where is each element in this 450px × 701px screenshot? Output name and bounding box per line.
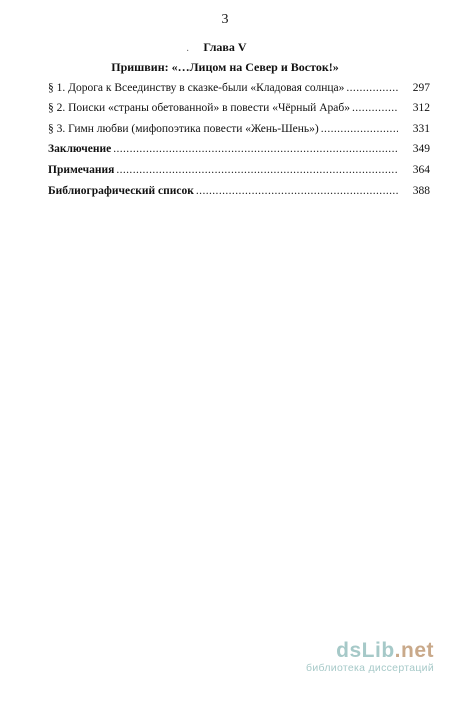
toc-entry-text: Библиографический список bbox=[48, 185, 194, 197]
toc-entry-section-3 bbox=[48, 122, 400, 136]
toc-entry-text: § 1. Дорога к Всеединству в сказке-были «Кладовая солнца» bbox=[48, 82, 345, 94]
toc-page-number: 331 bbox=[412, 123, 430, 135]
page-number: 3 bbox=[221, 12, 229, 27]
toc-page-number: 297 bbox=[412, 82, 430, 94]
toc-entry-text: Заключение bbox=[48, 143, 112, 155]
toc-entry-section-2 bbox=[48, 101, 400, 115]
toc-leader-dots bbox=[116, 163, 398, 177]
toc-entry-section-1 bbox=[48, 81, 400, 95]
site-watermark bbox=[306, 640, 434, 675]
chapter-subtitle: Пришвин: «…Лицом на Север и Восток!» bbox=[111, 60, 339, 74]
toc-entry-text: § 3. Гимн любви (мифопоэтика повести «Жень-Шень») bbox=[48, 123, 319, 135]
watermark-logo-main: dsLib bbox=[336, 639, 395, 662]
toc-entry-notes bbox=[48, 163, 400, 177]
toc-page-number: 349 bbox=[412, 143, 430, 155]
watermark-caption: библиотека диссертаций bbox=[306, 662, 434, 674]
watermark-logo-accent: .net bbox=[394, 639, 434, 662]
toc-leader-dots bbox=[113, 142, 398, 156]
toc-page-number: 312 bbox=[412, 102, 430, 114]
toc-leader-dots bbox=[196, 184, 398, 198]
toc-page-number: 364 bbox=[412, 164, 430, 176]
chapter-title: Глава V bbox=[203, 40, 247, 54]
toc-entry-text: Примечания bbox=[48, 164, 115, 176]
watermark-logo bbox=[306, 640, 434, 662]
toc-leader-dots bbox=[346, 81, 398, 95]
toc-page-number: 388 bbox=[412, 185, 430, 197]
toc-entry-text: § 2. Поиски «страны обетованной» в повести «Чёрный Араб» bbox=[48, 102, 350, 114]
stray-mark: · bbox=[186, 46, 190, 57]
toc-leader-dots bbox=[352, 101, 398, 115]
toc-entry-conclusion bbox=[48, 142, 400, 156]
toc-entry-bibliography bbox=[48, 184, 400, 198]
toc-leader-dots bbox=[321, 122, 398, 136]
